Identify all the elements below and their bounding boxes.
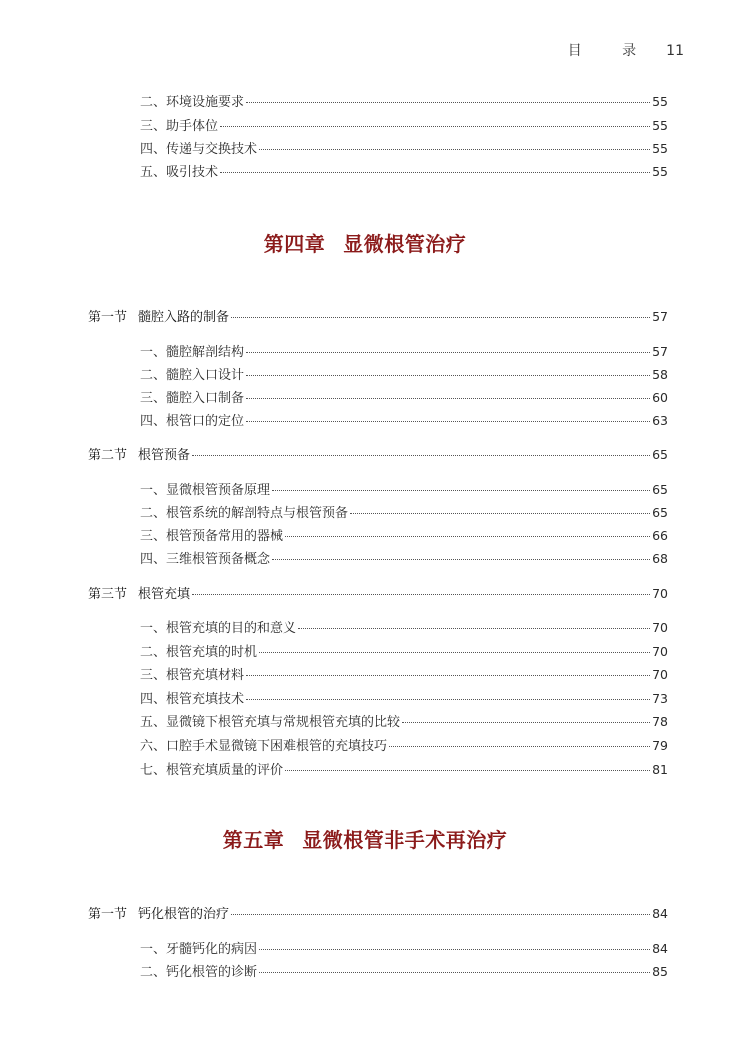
toc-entry[interactable]: 四、三维根管预备概念 68 — [140, 551, 668, 567]
toc-entry[interactable]: 五、显微镜下根管充填与常规根管充填的比较 78 — [140, 714, 668, 730]
toc-entry[interactable]: 二、髓腔入口设计 58 — [140, 367, 668, 383]
toc-entry[interactable]: 三、根管充填材料 70 — [140, 667, 668, 683]
toc-entry[interactable]: 三、助手体位 55 — [140, 118, 668, 134]
toc-entry[interactable]: 二、根管系统的解剖特点与根管预备 65 — [140, 505, 668, 521]
running-header — [568, 40, 684, 60]
toc-section[interactable]: 第一节 髓腔入路的制备 57 — [88, 309, 668, 325]
header-page-number: 11 — [666, 43, 684, 59]
toc-entry[interactable]: 一、髓腔解剖结构 57 — [140, 344, 668, 360]
chapter-heading: 第五章 显微根管非手术再治疗 — [222, 828, 508, 852]
header-title: 目 录 — [567, 43, 655, 59]
toc-entry[interactable]: 一、显微根管预备原理 65 — [140, 482, 668, 498]
toc-section[interactable]: 第二节 根管预备 65 — [88, 447, 668, 463]
toc-entry[interactable]: 一、根管充填的目的和意义 70 — [140, 620, 668, 636]
toc-entry[interactable]: 二、钙化根管的诊断 85 — [140, 964, 668, 980]
toc-entry[interactable]: 一、牙髓钙化的病因 84 — [140, 941, 668, 957]
toc-entry[interactable]: 四、根管充填技术 73 — [140, 691, 668, 707]
toc-section[interactable]: 第一节 钙化根管的治疗 84 — [88, 906, 668, 922]
toc-entry[interactable]: 三、根管预备常用的器械 66 — [140, 528, 668, 544]
toc-entry[interactable]: 六、口腔手术显微镜下困难根管的充填技巧 79 — [140, 738, 668, 754]
toc-entry[interactable]: 七、根管充填质量的评价 81 — [140, 762, 668, 778]
toc-entry[interactable]: 二、根管充填的时机 70 — [140, 644, 668, 660]
toc-section[interactable]: 第三节 根管充填 70 — [88, 586, 668, 602]
toc-entry[interactable]: 四、根管口的定位 63 — [140, 413, 668, 429]
toc-entry[interactable]: 三、髓腔入口制备 60 — [140, 390, 668, 406]
toc-entry[interactable]: 二、环境设施要求 55 — [140, 94, 668, 110]
toc-entry[interactable]: 四、传递与交换技术 55 — [140, 141, 668, 157]
toc-entry[interactable]: 五、吸引技术 55 — [140, 164, 668, 180]
chapter-heading: 第四章 显微根管治疗 — [263, 232, 467, 256]
